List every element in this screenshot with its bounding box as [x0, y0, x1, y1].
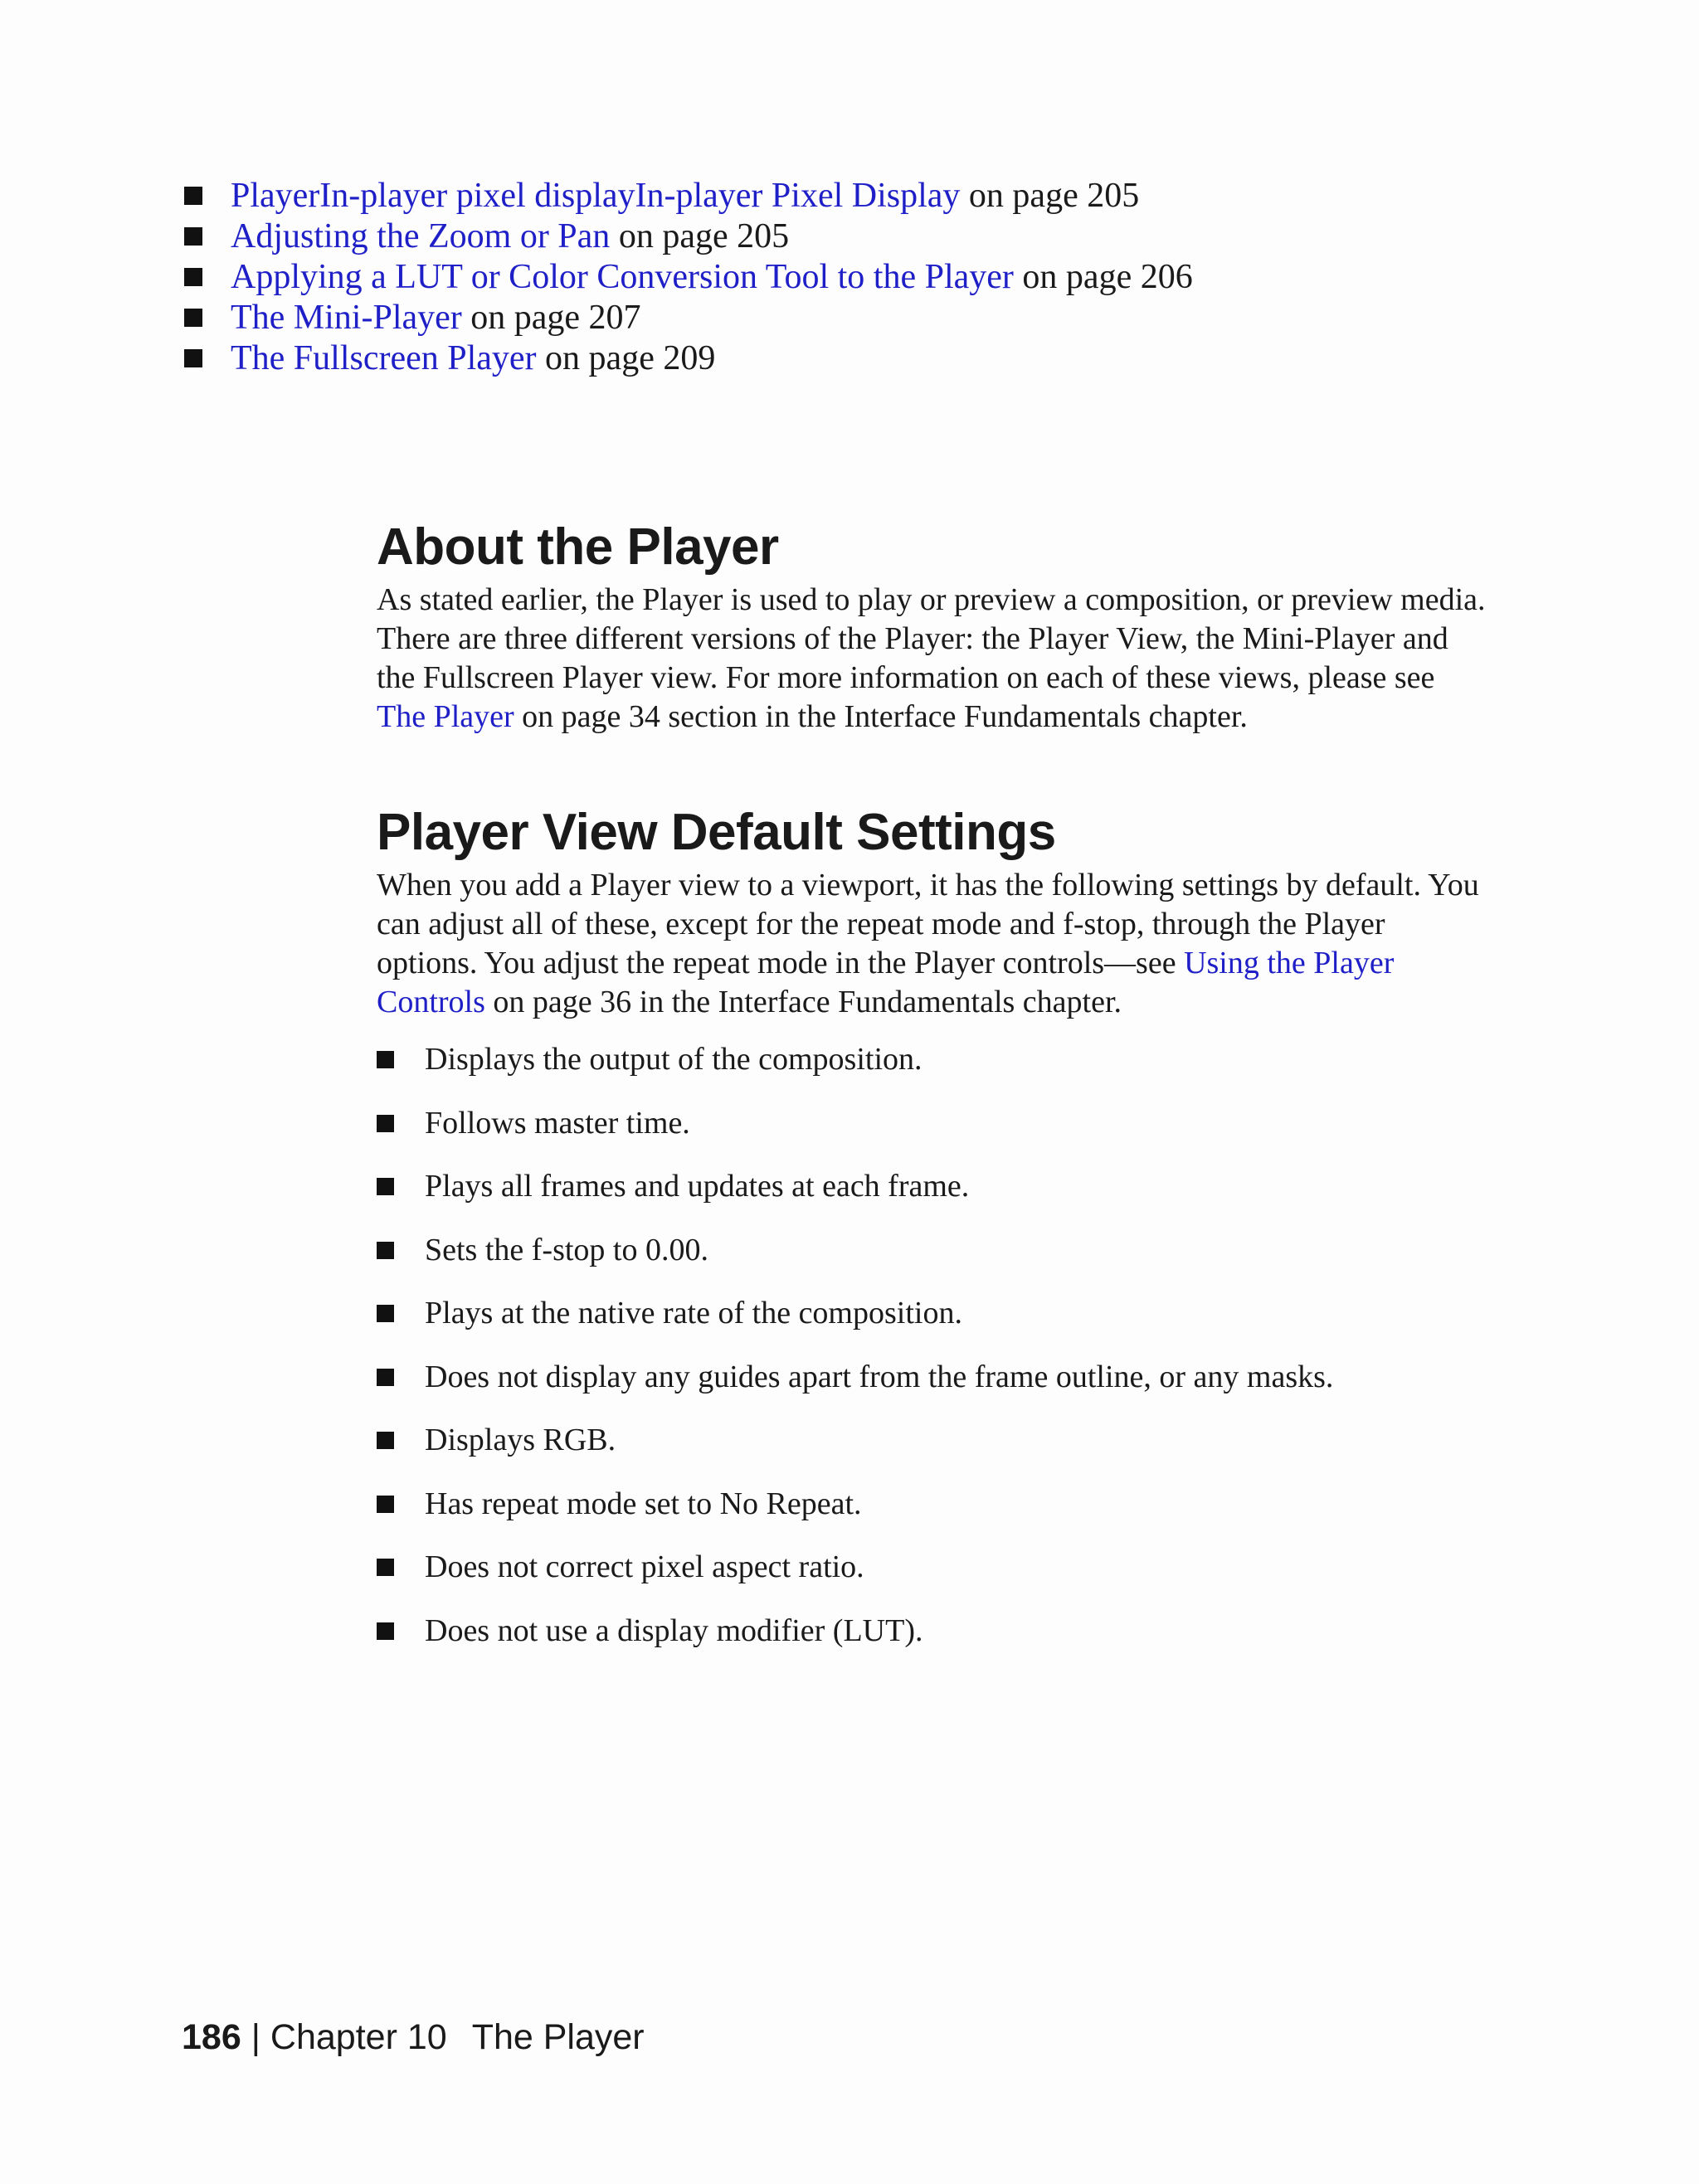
section-heading-defaults: Player View Default Settings	[377, 804, 1056, 861]
paragraph-text: As stated earlier, the Player is used to play or preview a composition, or preview media. There are three different versions of the Player: the Player View, the Mini-Player and the Fullscreen Player view. For more information on each of these views, please see	[377, 582, 1486, 695]
toc-link[interactable]: PlayerIn-player pixel displayIn-player Pixel Display	[231, 177, 961, 215]
toc-page-ref: on page 207	[461, 299, 641, 337]
cross-reference-link[interactable]: Using the Player Controls	[377, 946, 1395, 1019]
bullet-icon	[377, 1178, 394, 1195]
chapter-title: The Player	[471, 2017, 645, 2057]
list-item-text: Follows master time.	[425, 1105, 690, 1141]
list-item	[377, 1421, 1488, 1460]
list-item	[377, 1294, 1488, 1333]
bullet-icon	[377, 1051, 394, 1068]
bullet-icon	[184, 187, 202, 205]
bullet-icon	[377, 1432, 394, 1449]
toc-link[interactable]: The Mini-Player	[231, 299, 462, 337]
toc-item	[184, 338, 1594, 379]
toc-page-ref: on page 205	[960, 177, 1140, 215]
default-settings-list	[377, 1040, 1488, 1651]
list-item-text: Displays RGB.	[425, 1423, 616, 1457]
bullet-icon	[184, 309, 202, 327]
list-item-text: Sets the f-stop to 0.00.	[425, 1232, 708, 1267]
page-number: 186	[182, 2017, 241, 2057]
toc-page-ref: on page 206	[1013, 258, 1193, 296]
page-footer	[182, 2014, 645, 2060]
toc-item	[184, 176, 1594, 216]
list-item	[377, 1167, 1488, 1206]
paragraph-text: When you add a Player view to a viewport, it has the following settings by default. You can adjust all of these, except for the repeat mode and f-stop, through the Player options. You adjust the repeat mode in the Player controls—see	[377, 868, 1479, 980]
list-item-text: Plays at the native rate of the composition.	[425, 1296, 962, 1330]
footer-separator: |	[251, 2017, 260, 2057]
list-item-text: Does not use a display modifier (LUT).	[425, 1612, 923, 1648]
toc-page-ref: on page 209	[536, 339, 716, 377]
list-item	[377, 1231, 1488, 1270]
bullet-icon	[377, 1369, 394, 1386]
toc-item	[184, 257, 1594, 298]
paragraph-text: on page 36 in the Interface Fundamentals chapter.	[484, 985, 1122, 1019]
toc-link[interactable]: Applying a LUT or Color Conversion Tool to the Player	[231, 258, 1014, 296]
main-content	[377, 514, 1488, 1675]
list-item-text: Does not display any guides apart from the frame outline, or any masks.	[425, 1359, 1334, 1394]
list-item	[377, 1548, 1488, 1587]
toc-link[interactable]: The Fullscreen Player	[231, 339, 537, 377]
bullet-icon	[184, 268, 202, 286]
list-item	[377, 1040, 1488, 1079]
bullet-icon	[377, 1115, 394, 1132]
section-paragraph	[377, 866, 1488, 1022]
bullet-icon	[184, 349, 202, 367]
section-paragraph	[377, 581, 1488, 737]
cross-reference-link[interactable]: The Player	[377, 699, 514, 734]
bullet-icon	[377, 1242, 394, 1259]
toc-list	[184, 176, 1594, 379]
section-heading-about: About the Player	[377, 518, 779, 576]
bullet-icon	[377, 1622, 394, 1640]
list-item	[377, 1358, 1488, 1397]
bullet-icon	[184, 227, 202, 246]
paragraph-text: on page 34 section in the Interface Fundamentals chapter.	[514, 699, 1248, 734]
list-item	[377, 1485, 1488, 1524]
toc-item	[184, 216, 1594, 257]
list-item-text: Displays the output of the composition.	[425, 1042, 923, 1077]
toc-item	[184, 298, 1594, 338]
list-item-text: Has repeat mode set to No Repeat.	[425, 1486, 862, 1521]
bullet-icon	[377, 1305, 394, 1322]
list-item-text: Does not correct pixel aspect ratio.	[425, 1549, 864, 1584]
list-item	[377, 1104, 1488, 1143]
bullet-icon	[377, 1496, 394, 1513]
list-item	[377, 1612, 1488, 1651]
toc-page-ref: on page 205	[610, 217, 790, 255]
toc-link[interactable]: Adjusting the Zoom or Pan	[231, 217, 611, 255]
chapter-label: Chapter 10	[270, 2017, 447, 2057]
list-item-text: Plays all frames and updates at each frame.	[425, 1169, 970, 1204]
bullet-icon	[377, 1559, 394, 1576]
